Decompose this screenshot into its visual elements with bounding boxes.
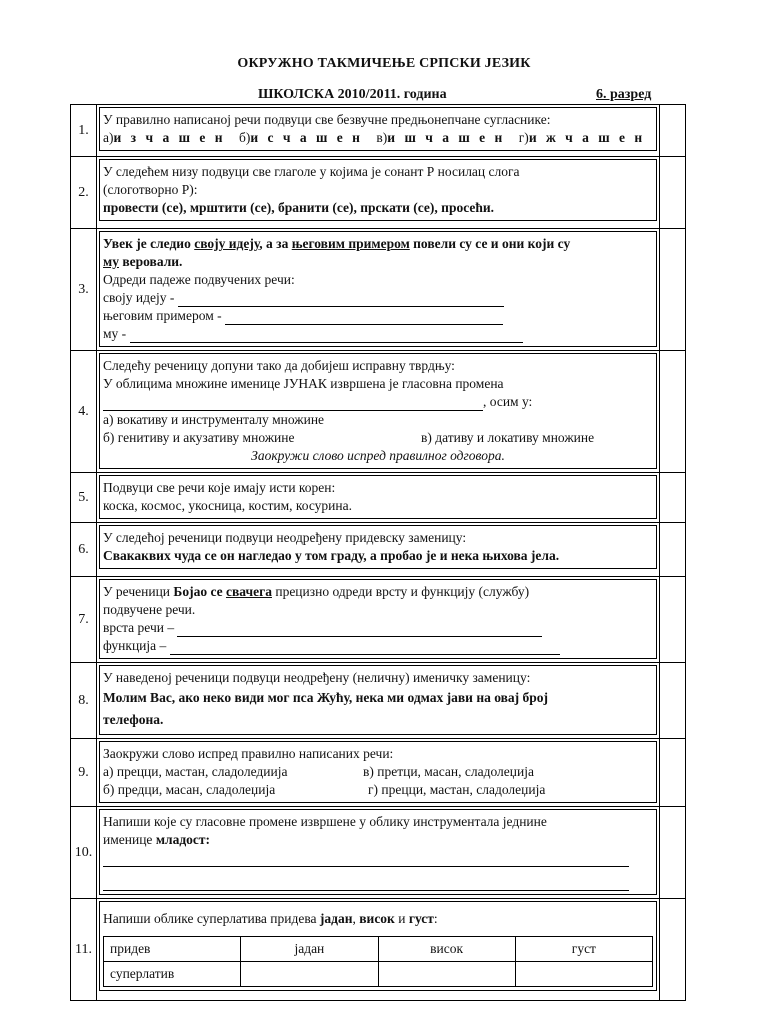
answer-line[interactable]: , осим у: xyxy=(103,393,653,411)
task-text: Напиши облике суперлатива придева јадан, висок и густ: xyxy=(103,911,438,926)
task-number: 7. xyxy=(71,577,97,663)
task-row-11 xyxy=(71,899,686,1001)
task-body-10 xyxy=(97,807,660,899)
options-row xyxy=(103,763,653,781)
points-cell[interactable] xyxy=(660,807,686,899)
option-word[interactable]: и ж ч а ш е н xyxy=(528,130,646,145)
task-text: Заокружи слово испред правилно написаних речи: xyxy=(103,746,394,761)
answer-cell[interactable] xyxy=(378,962,515,987)
points-cell[interactable] xyxy=(660,523,686,577)
task-body-2 xyxy=(97,157,660,229)
task-body-7 xyxy=(97,577,660,663)
task-sentence[interactable]: Свакаквих чуда се он нагледао у том граду, а пробао је и нека њихова јела. xyxy=(103,548,560,563)
task-number: 1. xyxy=(71,105,97,157)
task-text: Следећу реченицу допуни тако да добијеш исправну тврдњу: xyxy=(103,358,455,373)
task-body-9 xyxy=(97,739,660,807)
school-year: ШКОЛСКА 2010/2011. година xyxy=(258,87,447,102)
task-words[interactable]: провести (се), мрштити (се), бранити (се), прскати (се), просећи. xyxy=(103,200,495,215)
task-body-1 xyxy=(97,105,660,157)
task-text: У следећем низу подвуци све глаголе у којима је сонант Р носилац слога xyxy=(103,164,520,179)
points-cell[interactable] xyxy=(660,157,686,229)
task-row-8 xyxy=(71,663,686,739)
task-sentence[interactable]: телефона. xyxy=(103,712,164,727)
task-sentence: му веровали. xyxy=(103,254,183,269)
task-text: Одреди падеже подвучених речи: xyxy=(103,272,295,287)
task-number: 10. xyxy=(71,807,97,899)
option-b[interactable]: б) генитиву и акузативу множине xyxy=(103,430,295,445)
option-label: в) xyxy=(376,130,388,145)
task-number: 2. xyxy=(71,157,97,229)
task-text: У правилно написаној речи подвуци све безвучне предњонепчане сугласнике: xyxy=(103,112,551,127)
task-sentence[interactable]: Молим Вас, ако неко види мог пса Жућу, нека ми одмах јави на овај број xyxy=(103,690,549,705)
task-body-4 xyxy=(97,351,660,473)
task-body-8 xyxy=(97,663,660,739)
task-number: 4. xyxy=(71,351,97,473)
option-word[interactable]: и ш ч а ш е н xyxy=(387,130,506,145)
option-label: б) xyxy=(238,130,251,145)
answer-line[interactable]: његовим примером - xyxy=(103,307,653,325)
task-row-6 xyxy=(71,523,686,577)
option-c[interactable]: в) дативу и локативу множине xyxy=(421,430,595,445)
superlative-table xyxy=(103,936,653,987)
task-number: 3. xyxy=(71,229,97,351)
task-options xyxy=(103,129,653,147)
task-body-5 xyxy=(97,473,660,523)
task-sentence: Увек је следио своју идеју, а за његовим примером повели су се и они који су xyxy=(103,236,571,251)
task-text: Подвуци све речи које имају исти корен: xyxy=(103,480,336,495)
option-b[interactable]: б) предци, масан, сладолеџија xyxy=(103,782,276,797)
answer-cell[interactable] xyxy=(515,962,652,987)
option-word[interactable]: и с ч а ш е н xyxy=(250,130,363,145)
table-header: придев xyxy=(104,937,241,962)
option-c[interactable]: в) претци, масан, сладолеџија xyxy=(363,764,534,779)
points-cell[interactable] xyxy=(660,229,686,351)
options-row xyxy=(103,781,653,799)
task-number: 9. xyxy=(71,739,97,807)
points-cell[interactable] xyxy=(660,473,686,523)
task-body-3 xyxy=(97,229,660,351)
task-text: (слоготворно Р): xyxy=(103,182,198,197)
task-body-6 xyxy=(97,523,660,577)
task-row-3 xyxy=(71,229,686,351)
answer-line[interactable]: врста речи – xyxy=(103,619,653,637)
points-cell[interactable] xyxy=(660,577,686,663)
answer-line[interactable]: своју идеју - xyxy=(103,289,653,307)
option-label: г) xyxy=(518,130,529,145)
answer-line[interactable]: му - xyxy=(103,325,653,343)
task-row-2 xyxy=(71,157,686,229)
task-number: 6. xyxy=(71,523,97,577)
option-word[interactable]: и з ч а ш е н xyxy=(113,130,226,145)
task-row-5 xyxy=(71,473,686,523)
task-text: Напиши које су гласовне промене извршене у облику инструментала једнине xyxy=(103,814,547,829)
points-cell[interactable] xyxy=(660,663,686,739)
task-row-1 xyxy=(71,105,686,157)
task-text: У наведеној реченици подвуци неодређену (неличну) именичку заменицу: xyxy=(103,670,531,685)
task-note: Заокружи слово испред правилног одговора. xyxy=(251,448,505,463)
table-header: висок xyxy=(378,937,515,962)
grade-label: 6. разред xyxy=(596,87,652,102)
answer-line[interactable]: функција – xyxy=(103,637,653,655)
task-row-9 xyxy=(71,739,686,807)
task-row-10 xyxy=(71,807,686,899)
task-text: именице младост: xyxy=(103,832,211,847)
task-row-4 xyxy=(71,351,686,473)
row-label: суперлатив xyxy=(104,962,241,987)
task-text: подвучене речи. xyxy=(103,602,196,617)
points-cell[interactable] xyxy=(660,105,686,157)
answer-cell[interactable] xyxy=(241,962,378,987)
page-title: ОКРУЖНО ТАКМИЧЕЊЕ СРПСКИ ЈЕЗИК xyxy=(237,56,531,71)
option-label: а) xyxy=(103,130,114,145)
option-a[interactable]: а) прецци, мастан, сладоледиија xyxy=(103,764,288,779)
task-text: У реченици Бојао се свачега прецизно одреди врсту и функцију (службу) xyxy=(103,584,530,599)
task-body-11 xyxy=(97,899,660,1001)
table-header: густ xyxy=(515,937,652,962)
points-cell[interactable] xyxy=(660,351,686,473)
points-cell[interactable] xyxy=(660,739,686,807)
answer-line[interactable] xyxy=(103,873,653,891)
tasks-table xyxy=(70,104,686,1001)
answer-line[interactable] xyxy=(103,849,653,867)
table-header: јадан xyxy=(241,937,378,962)
points-cell[interactable] xyxy=(660,899,686,1001)
task-number: 11. xyxy=(71,899,97,1001)
task-number: 5. xyxy=(71,473,97,523)
options-row xyxy=(103,429,653,447)
task-text: У облицима множине именице ЈУНАК извршена је гласовна промена xyxy=(103,376,504,391)
task-text: У следећој реченици подвуци неодређену придевску заменицу: xyxy=(103,530,467,545)
option-a[interactable]: а) вокативу и инструменталу множине xyxy=(103,412,325,427)
task-row-7 xyxy=(71,577,686,663)
task-words[interactable]: коска, космос, укосница, костим, косурина. xyxy=(103,498,352,513)
task-number: 8. xyxy=(71,663,97,739)
option-d[interactable]: г) прецци, мастан, сладолеџија xyxy=(368,782,546,797)
